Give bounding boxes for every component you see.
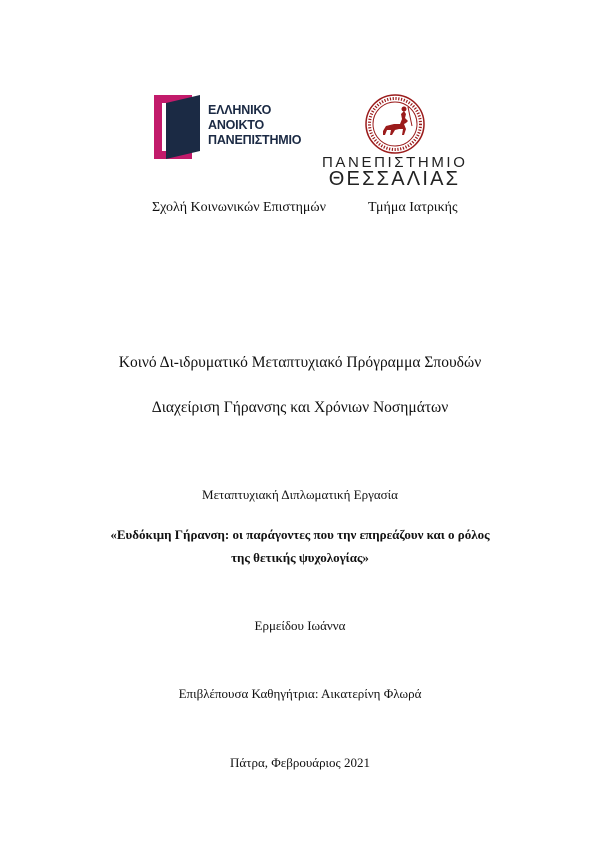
program-title-line1: Κοινό Δι-ιδρυματικό Μεταπτυχιακό Πρόγραμμα Σπουδών — [118, 354, 482, 371]
supervisor: Επιβλέπουσα Καθηγήτρια: Αικατερίνη Φλωρά — [178, 686, 422, 701]
uth-name-line1: ΠΑΝΕΠΙΣΤΗΜΙΟ — [322, 154, 468, 171]
place-date: Πάτρα, Φεβρουάριος 2021 — [230, 755, 370, 770]
thesis-title-line2: της θετικής ψυχολογίας» — [231, 550, 369, 565]
department-name: Τμήμα Ιατρικής — [368, 200, 458, 215]
uth-name-line2: ΘΕΣΣΑΛΙΑΣ — [328, 168, 461, 190]
eap-logo-line1: ΕΛΛΗΝΙΚΟ — [208, 103, 272, 117]
eap-logo — [152, 93, 302, 161]
thesis-title-line1: «Ευδόκιμη Γήρανση: οι παράγοντες που την επηρεάζουν και ο ρόλος — [110, 527, 490, 542]
eap-logo-mark-icon — [152, 93, 208, 161]
eap-logo-line2: ΑΝΟΙΚΤΟ — [208, 118, 265, 132]
author-name: Ερμείδου Ιωάννα — [254, 618, 346, 633]
school-name: Σχολή Κοινωνικών Επιστημών — [152, 200, 326, 215]
thesis-type: Μεταπτυχιακή Διπλωματική Εργασία — [202, 487, 398, 502]
eap-logo-line3: ΠΑΝΕΠΙΣΤΗΜΙΟ — [208, 133, 302, 147]
uth-seal-icon — [364, 93, 426, 155]
eap-logo-text — [208, 103, 301, 148]
program-title-line2: Διαχείριση Γήρανσης και Χρόνιων Νοσημάτων — [151, 399, 449, 416]
